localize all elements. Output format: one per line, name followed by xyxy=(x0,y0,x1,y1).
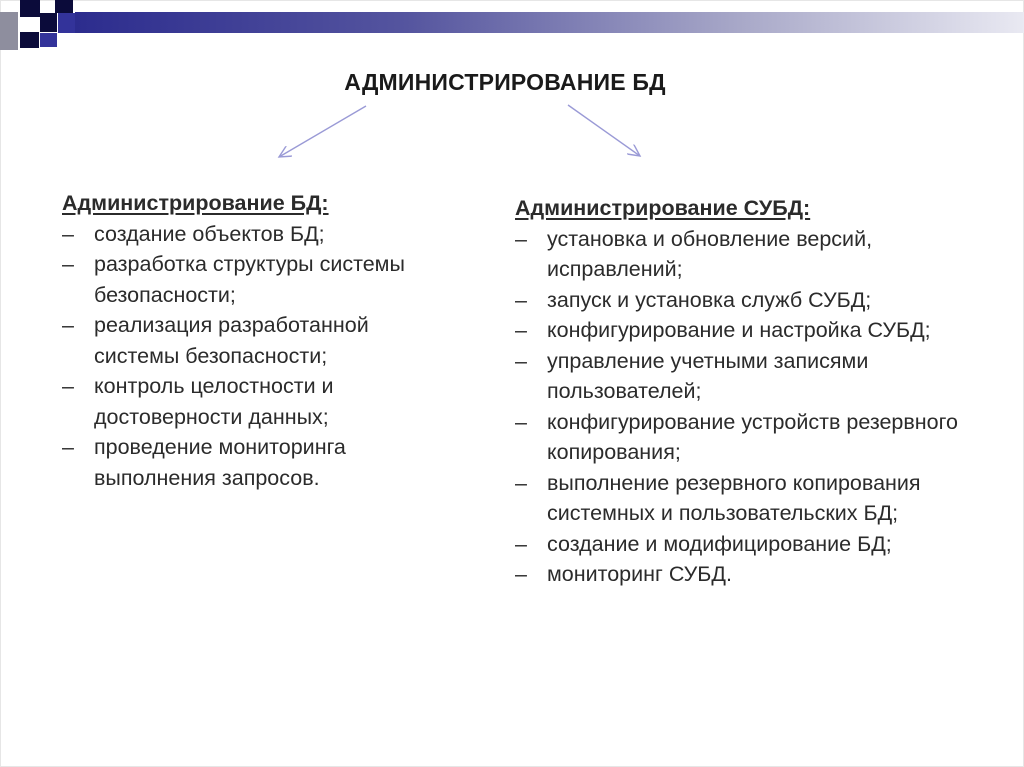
left-heading: Администрирование БД: xyxy=(62,191,329,215)
list-item-text: выполнение резервного копирования системных и пользовательских БД; xyxy=(547,470,921,525)
list-item-text: создание и модифицирование БД; xyxy=(547,531,892,556)
list-item xyxy=(515,346,985,407)
bullet-dash: – xyxy=(62,313,74,337)
bullet-dash: – xyxy=(515,531,527,556)
list-item xyxy=(515,407,985,468)
right-heading: Администрирование СУБД: xyxy=(515,196,811,220)
slide-title: АДМИНИСТРИРОВАНИЕ БД xyxy=(344,69,666,95)
bullet-dash: – xyxy=(515,287,527,312)
list-item-text: проведение мониторинга выполнения запросов. xyxy=(94,435,346,490)
bullet-dash: – xyxy=(515,226,527,251)
list-item xyxy=(515,224,985,285)
list-item-text: конфигурирование и настройка СУБД; xyxy=(547,318,931,342)
list-item xyxy=(62,310,442,371)
list-item xyxy=(62,219,442,250)
bullet-dash: – xyxy=(62,221,74,246)
list-item xyxy=(62,371,442,432)
bullet-dash: – xyxy=(515,470,527,495)
arrow-left xyxy=(279,106,366,157)
bullet-dash: – xyxy=(515,409,527,434)
list-item xyxy=(515,559,985,590)
bullet-dash: – xyxy=(515,318,527,342)
right-column xyxy=(515,193,985,590)
list-item-text: контроль целостности и достоверности данных; xyxy=(94,374,334,429)
list-item-text: разработка структуры системы безопасности; xyxy=(94,252,405,307)
list-item xyxy=(62,432,442,493)
list-item xyxy=(515,529,985,560)
list-item-text: управление учетными записями пользователей; xyxy=(547,348,869,403)
arrow-right xyxy=(568,105,640,156)
bullet-dash: – xyxy=(62,374,74,398)
list-item-text: запуск и установка служб СУБД; xyxy=(547,287,872,312)
list-item-text: создание объектов БД; xyxy=(94,221,325,246)
list-item-text: конфигурирование устройств резервного копирования; xyxy=(547,409,958,464)
left-list xyxy=(62,219,442,494)
right-list xyxy=(515,224,985,590)
list-item-text: мониторинг СУБД. xyxy=(547,562,732,586)
list-item xyxy=(62,249,442,310)
list-item xyxy=(515,468,985,529)
bullet-dash: – xyxy=(62,435,74,459)
left-column xyxy=(62,188,442,493)
bullet-dash: – xyxy=(515,348,527,373)
list-item xyxy=(515,285,985,316)
bullet-dash: – xyxy=(62,252,74,276)
list-item-text: установка и обновление версий, исправлений; xyxy=(547,226,873,281)
list-item xyxy=(515,315,985,346)
list-item-text: реализация разработанной системы безопасности; xyxy=(94,313,369,368)
bullet-dash: – xyxy=(515,562,527,586)
